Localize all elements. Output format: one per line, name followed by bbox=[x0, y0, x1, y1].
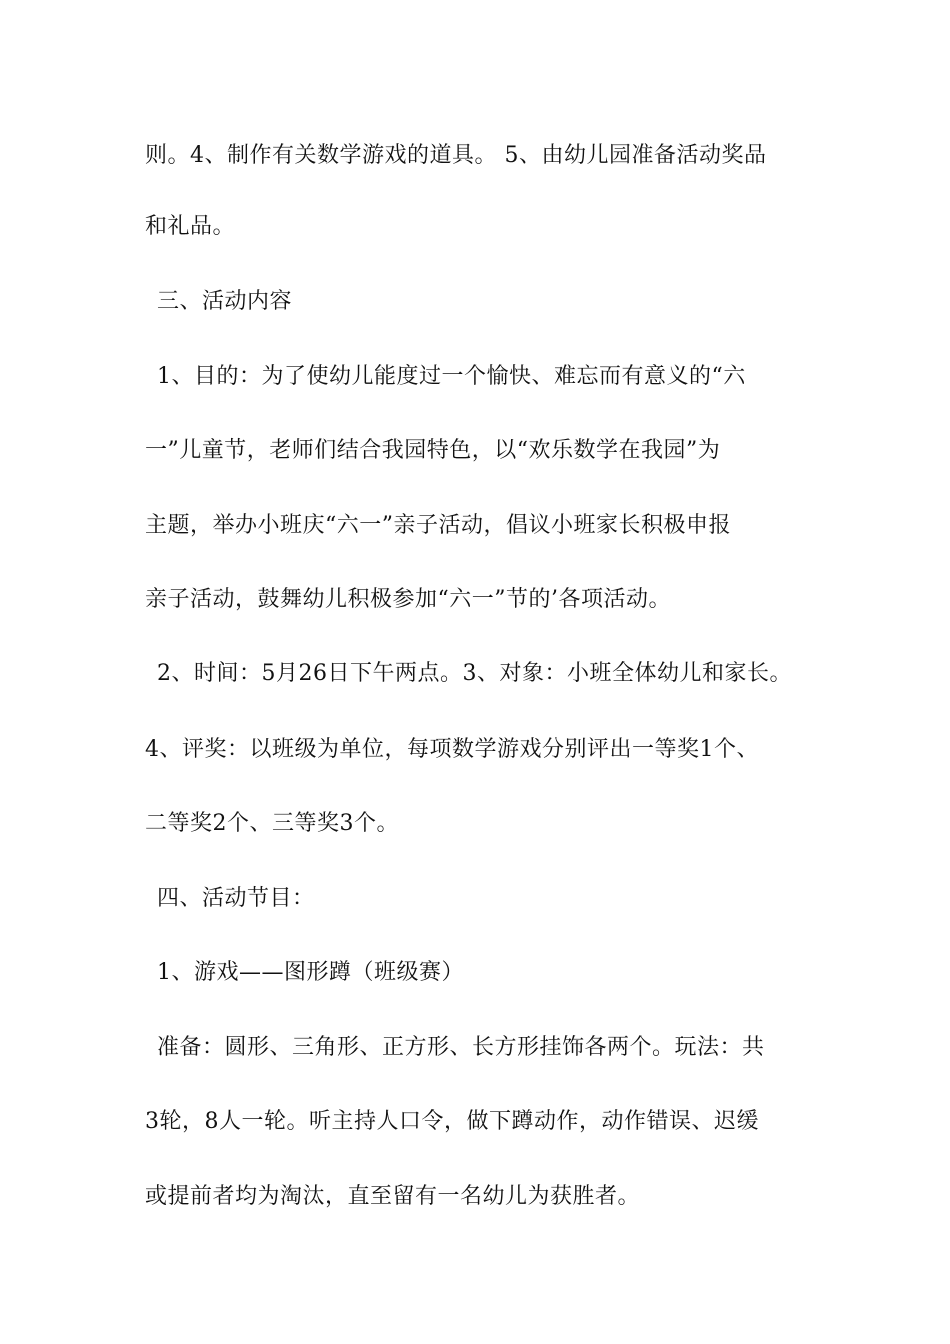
text-line-5: 一”儿童节，老师们结合我园特色，以“欢乐数学在我园”为 bbox=[145, 438, 721, 463]
text-line-2: 和礼品。 bbox=[145, 214, 236, 239]
text-line-14: 3轮，8人一轮。听主持人口令，做下蹲动作，动作错误、迟缓 bbox=[145, 1109, 759, 1134]
text-line-8: 2、时间：5月26日下午两点。3、对象：小班全体幼儿和家长。 bbox=[157, 661, 792, 686]
text-line-1: 则。4、制作有关数学游戏的道具。 5、由幼儿园准备活动奖品 bbox=[145, 143, 767, 168]
text-line-10: 二等奖2个、三等奖3个。 bbox=[145, 811, 399, 836]
text-line-12: 1、游戏——图形蹲（班级赛） bbox=[157, 960, 464, 985]
text-line-7: 亲子活动，鼓舞幼儿积极参加“六一”节的’各项活动。 bbox=[145, 587, 671, 612]
text-line-13: 准备：圆形、三角形、正方形、长方形挂饰各两个。玩法：共 bbox=[157, 1035, 765, 1060]
section-heading-4: 四、活动节目： bbox=[157, 886, 315, 911]
text-line-9: 4、评奖：以班级为单位，每项数学游戏分别评出一等奖1个、 bbox=[145, 737, 759, 762]
text-line-15: 或提前者均为淘汰，直至留有一名幼儿为获胜者。 bbox=[145, 1184, 641, 1209]
section-heading-3: 三、活动内容 bbox=[157, 289, 293, 314]
text-line-4: 1、目的：为了使幼儿能度过一个愉快、难忘而有意义的“六 bbox=[157, 364, 746, 389]
text-line-6: 主题，举办小班庆“六一”亲子活动，倡议小班家长积极申报 bbox=[145, 513, 731, 538]
